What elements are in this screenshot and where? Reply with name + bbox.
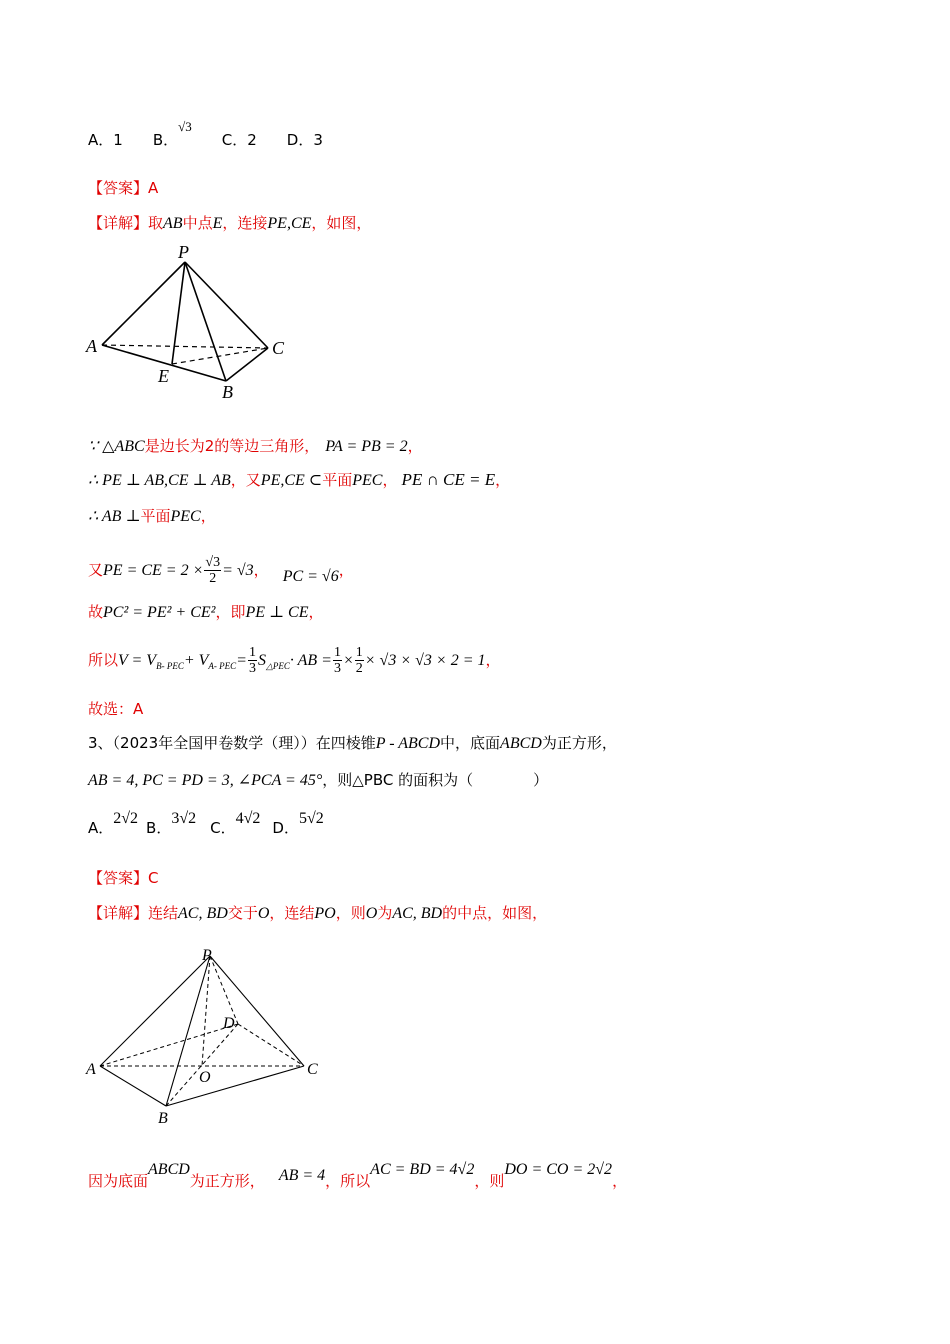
q2-step-3 (88, 506, 216, 527)
math: PO (314, 905, 336, 922)
subscript: B- PEC (156, 661, 184, 671)
fraction (204, 555, 221, 586)
q2-step-6 (88, 640, 501, 680)
text: ， (382, 471, 398, 489)
text: 又 (88, 561, 104, 579)
math: P - ABCD (375, 735, 441, 752)
math: PA = PB = 2 (325, 438, 408, 455)
q2-option-b-value: √3 (178, 119, 192, 134)
edge-ac-dashed (102, 345, 268, 348)
answer-tag: 【答案】 (88, 869, 149, 887)
q3-detail-intro (88, 903, 547, 924)
edge-pc (210, 956, 304, 1066)
fraction (333, 645, 342, 676)
math: = (236, 652, 247, 669)
label-b: B (158, 1110, 168, 1127)
text: 故 (88, 603, 104, 621)
label-d: D (223, 1015, 235, 1032)
denominator: 3 (248, 661, 256, 676)
q2-options (88, 119, 323, 151)
text: ，连结 (269, 904, 315, 922)
text: ， (308, 603, 324, 621)
math: ABCD (148, 1161, 190, 1178)
subscript: △PEC (265, 661, 290, 671)
answer-value: C (148, 869, 159, 887)
label-c: C (272, 338, 285, 358)
math: PE = CE = 2 × (103, 562, 204, 579)
math: AC = BD = 4√2 (370, 1161, 475, 1178)
text: ，则 (474, 1172, 505, 1190)
math: ∴ AB ⊥ (88, 508, 141, 525)
answer-tag: 【答案】 (88, 179, 149, 197)
math: AC, BD (392, 905, 443, 922)
math: AB (163, 215, 183, 232)
text: 是边长为2的等边三角形， (144, 437, 320, 455)
text: 为 (377, 904, 393, 922)
q3-option-b-value: 3√2 (171, 810, 197, 827)
numerator: 1 (333, 645, 341, 660)
text: 连结 (148, 904, 179, 922)
text: 为正方形， (189, 1172, 265, 1190)
text: ， (495, 471, 511, 489)
q2-final-choice: 故选：A (88, 700, 144, 718)
math: PE ⊥ CE (245, 604, 309, 621)
text: 平面 (322, 471, 353, 489)
label-p: P (202, 947, 212, 964)
text: ， (200, 507, 216, 525)
q3-option-d-value: 5√2 (298, 810, 324, 827)
q2-detail-intro (88, 213, 371, 234)
fraction (355, 645, 364, 676)
text: ，则 (335, 904, 366, 922)
text: ， (612, 1172, 628, 1190)
q3-figure-pyramid (80, 940, 340, 1130)
q3-detail-step-1 (88, 1160, 627, 1190)
math: × (342, 652, 354, 669)
math: PE,CE ⊂ (260, 472, 323, 489)
q3-option-c-value: 4√2 (235, 810, 261, 827)
text: ， (407, 437, 423, 455)
label-e: E (158, 366, 169, 386)
edge-po-dashed (202, 956, 210, 1066)
edge-dc-dashed (238, 1024, 304, 1066)
fraction (248, 645, 257, 676)
math: PE ∩ CE = E (401, 470, 496, 489)
math: V = V (118, 652, 157, 669)
text: 的中点，如图， (442, 904, 548, 922)
q3-answer (88, 868, 159, 888)
math: PE,CE (267, 215, 312, 232)
q2-step-5 (88, 602, 324, 623)
edge-ab (100, 1066, 166, 1106)
text: ，如图， (311, 214, 372, 232)
q2-figure-tetrahedron (80, 240, 310, 405)
text: 为正方形， (541, 734, 617, 752)
q3-option-c-label: C． (210, 819, 236, 837)
q3-condition (88, 770, 548, 791)
math: AB = 4 (278, 1167, 326, 1184)
q3-options (88, 810, 324, 839)
text: ， (253, 561, 269, 579)
edge-pa (102, 262, 185, 345)
math: PC² = PE² + CE² (103, 604, 216, 621)
math: × √3 × √3 × 2 = 1 (364, 652, 486, 669)
q2-option-d: D．3 (286, 131, 323, 149)
text: 所以 (88, 651, 119, 669)
math: E (212, 215, 223, 232)
label-a: A (86, 1061, 96, 1078)
edge-pd-dashed (210, 956, 238, 1024)
text: 交于 (227, 904, 258, 922)
math: DO = CO = 2√2 (504, 1161, 613, 1178)
math: O (365, 905, 378, 922)
text: 中点 (182, 214, 213, 232)
q2-step-1 (88, 436, 423, 457)
label-o: O (199, 1069, 211, 1086)
math: PC = √6 (282, 568, 339, 585)
text: 因为底面 (88, 1172, 149, 1190)
q2-step-4 (88, 550, 354, 590)
q2-step-2 (88, 470, 510, 491)
text: ， (338, 561, 354, 579)
math: O (257, 905, 270, 922)
text: ，则△PBC 的面积为（ ） (322, 771, 549, 789)
denominator: 2 (209, 571, 217, 586)
q2-option-b-label: B． (152, 131, 179, 149)
label-a: A (86, 336, 97, 356)
math: + V (183, 652, 209, 669)
text: 平面 (140, 507, 171, 525)
math: PEC (352, 472, 383, 489)
math: ∵ △ABC (88, 438, 145, 455)
edge-pc (185, 262, 268, 348)
math: AC, BD (178, 905, 228, 922)
math: · AB = (289, 652, 332, 669)
q3-option-b-label: B． (146, 819, 172, 837)
q2-option-c: C．2 (221, 131, 257, 149)
detail-tag: 【详解】 (88, 214, 149, 232)
detail-tag: 【详解】 (88, 904, 149, 922)
numerator: 1 (355, 645, 363, 660)
text: ，所以 (325, 1172, 371, 1190)
math: ∴ PE ⊥ AB,CE ⊥ AB (88, 472, 231, 489)
subscript: A- PEC (208, 661, 237, 671)
edge-bc (166, 1066, 304, 1106)
math: PEC (170, 508, 201, 525)
text: ，连接 (222, 214, 268, 232)
q3-option-d-label: D． (272, 819, 299, 837)
math: ABCD (500, 735, 542, 752)
edge-pb (185, 262, 226, 381)
denominator: 2 (355, 661, 363, 676)
math: AB = 4, PC = PD = 3, ∠PCA = 45° (88, 772, 323, 789)
q3-option-a-value: 2√2 (113, 810, 139, 827)
text: 中，底面 (440, 734, 501, 752)
q3-option-a-label: A． (88, 819, 114, 837)
text: ，即 (215, 603, 246, 621)
q2-answer (88, 178, 158, 198)
answer-value: A (148, 179, 159, 197)
edge-pe (172, 262, 185, 364)
q2-option-a: A．1 (88, 131, 123, 149)
edge-bc (226, 348, 268, 381)
denominator: 3 (333, 661, 341, 676)
text: ， (485, 651, 501, 669)
label-b: B (222, 382, 233, 402)
text: 取 (148, 214, 164, 232)
numerator: 1 (248, 645, 256, 660)
numerator: √3 (205, 555, 221, 570)
math: = √3 (222, 562, 254, 579)
q3-stem (88, 733, 617, 754)
math: S (257, 652, 266, 669)
label-p: P (178, 242, 189, 262)
text: ，又 (230, 471, 261, 489)
edge-bd-dashed (166, 1024, 238, 1106)
label-c: C (307, 1061, 318, 1078)
question-number: 3、（2023年全国甲卷数学（理））在四棱锥 (88, 734, 376, 752)
